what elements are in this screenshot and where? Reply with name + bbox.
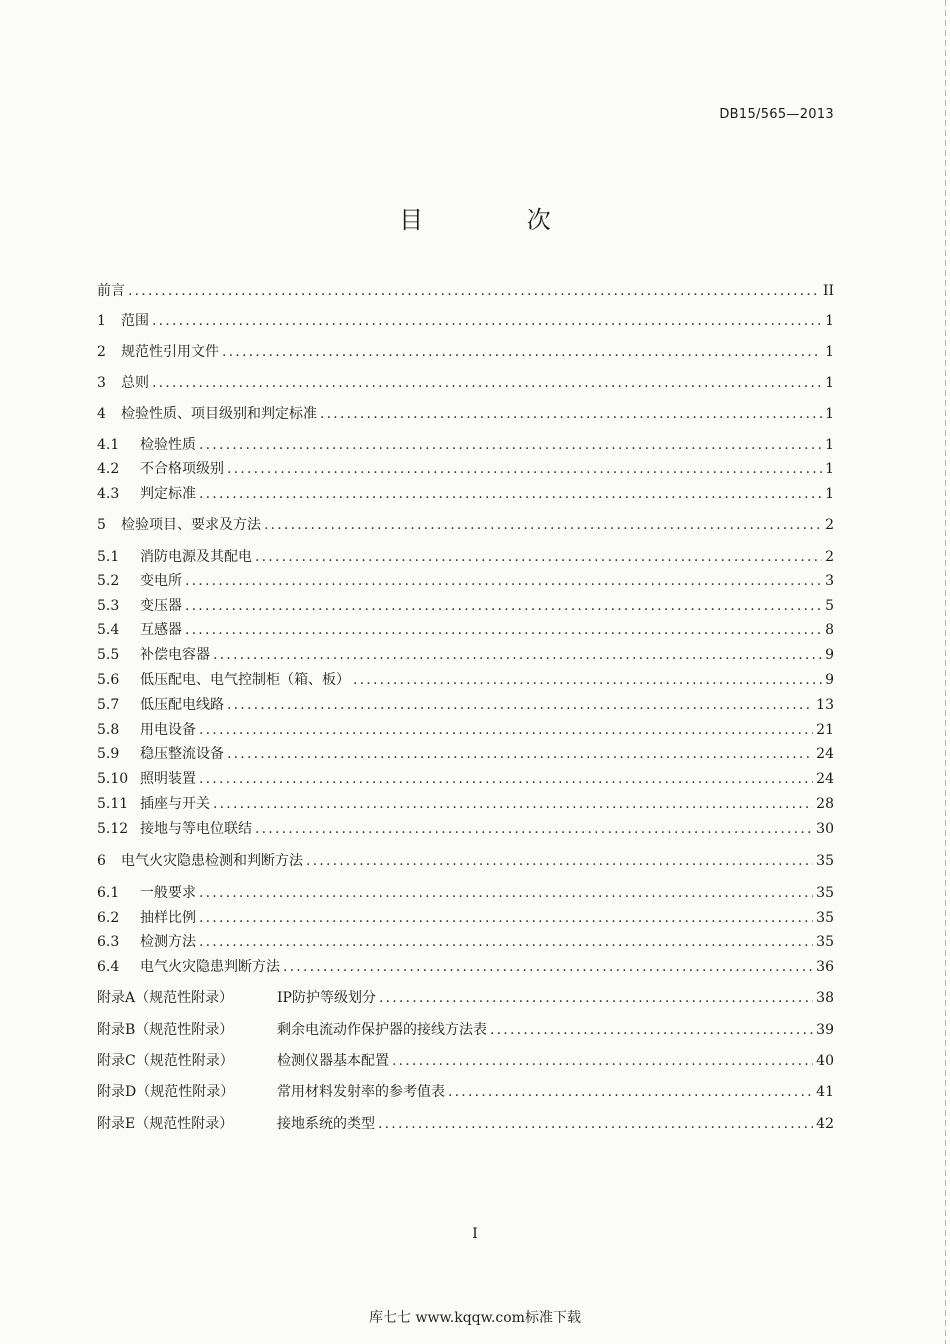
toc-leader-dots	[448, 1082, 813, 1102]
toc-entry-label: 一般要求	[140, 885, 196, 901]
toc-entry	[97, 404, 834, 424]
toc-entry	[97, 515, 834, 535]
toc-entry	[97, 670, 834, 690]
toc-entry-label: 抽样比例	[140, 910, 196, 926]
toc-leader-dots	[227, 459, 822, 479]
toc-entry-label: 判定标准	[140, 486, 196, 502]
toc-entry-label: 互感器	[140, 622, 182, 638]
toc-entry-page: 8	[825, 622, 834, 638]
toc-leader-dots	[152, 311, 822, 331]
toc-entry	[97, 620, 834, 640]
toc-entry-number: 2	[97, 344, 106, 360]
toc-entry-page: 35	[816, 885, 834, 901]
toc-entry	[97, 281, 834, 301]
toc-entry	[97, 435, 834, 455]
toc-leader-dots	[185, 571, 822, 591]
toc-entry-page: 13	[816, 697, 834, 713]
toc-leader-dots	[353, 670, 822, 690]
page-title: 目 次	[399, 206, 599, 234]
toc-leader-dots	[320, 404, 822, 424]
toc-leader-dots	[213, 645, 822, 665]
toc-entry-label: 规范性引用文件	[121, 344, 219, 360]
toc-entry-number: 附录C（规范性附录）	[97, 1053, 234, 1069]
toc-entry-page: 28	[816, 796, 834, 812]
toc-leader-dots	[185, 620, 822, 640]
toc-leader-dots	[255, 819, 813, 839]
toc-entry-label: 插座与开关	[140, 796, 210, 812]
toc-entry-number: 4	[97, 406, 106, 422]
toc-entry-number: 附录E（规范性附录）	[97, 1116, 234, 1132]
toc-entry	[97, 1051, 834, 1071]
toc-entry	[97, 720, 834, 740]
toc-entry-page: 38	[816, 990, 834, 1006]
toc-leader-dots	[199, 908, 813, 928]
toc-entry-label: 前言	[97, 283, 125, 299]
toc-entry-number: 1	[97, 313, 106, 329]
toc-entry-page: 42	[816, 1116, 834, 1132]
toc-leader-dots	[264, 515, 822, 535]
toc-entry-label: 电气火灾隐患检测和判断方法	[121, 853, 303, 869]
toc-leader-dots	[199, 484, 822, 504]
toc-entry-label: 常用材料发射率的参考值表	[277, 1084, 445, 1100]
toc-entry-page: 35	[816, 853, 834, 869]
toc-entry-page: 3	[825, 573, 834, 589]
toc-entry-label: 检测仪器基本配置	[277, 1053, 389, 1069]
toc-leader-dots	[227, 695, 813, 715]
toc-entry-number: 4.1	[97, 437, 120, 453]
toc-entry-page: 35	[816, 934, 834, 950]
toc-entry	[97, 744, 834, 764]
toc-entry-number: 6.4	[97, 959, 120, 975]
toc-entry	[97, 459, 834, 479]
toc-entry-number: 5.10	[97, 771, 129, 787]
toc-entry-number: 6.1	[97, 885, 120, 901]
toc-entry-page: 41	[816, 1084, 834, 1100]
toc-leader-dots	[128, 281, 820, 301]
standard-code: DB15/565—2013	[719, 107, 834, 122]
toc-entry-label: 补偿电容器	[140, 647, 210, 663]
toc-leader-dots	[255, 547, 822, 567]
toc-entry	[97, 794, 834, 814]
toc-entry-number: 附录A（规范性附录）	[97, 990, 234, 1006]
toc-entry-label: 剩余电流动作保护器的接线方法表	[277, 1022, 487, 1038]
toc-entry-page: 1	[825, 486, 834, 502]
toc-entry	[97, 695, 834, 715]
toc-leader-dots	[378, 1114, 813, 1134]
footer-site-text: 库七七 www.kqqw.com标准下载	[369, 1310, 581, 1326]
toc-entry-number: 5.7	[97, 697, 120, 713]
toc-entry-label: 用电设备	[140, 722, 196, 738]
toc-leader-dots	[213, 794, 813, 814]
toc-entry	[97, 596, 834, 616]
toc-leader-dots	[199, 883, 813, 903]
toc-entry-page: 1	[825, 344, 834, 360]
toc-entry-label: 检验项目、要求及方法	[121, 517, 261, 533]
toc-leader-dots	[379, 988, 813, 1008]
toc-entry-label: 检测方法	[140, 934, 196, 950]
toc-entry-label: 不合格项级别	[140, 461, 224, 477]
toc-entry	[97, 484, 834, 504]
toc-entry-label: 检验性质、项目级别和判定标准	[121, 406, 317, 422]
toc-entry-number: 5.8	[97, 722, 120, 738]
toc-entry	[97, 908, 834, 928]
toc-entry-number: 6	[97, 853, 106, 869]
toc-entry	[97, 883, 834, 903]
toc-leader-dots	[199, 435, 822, 455]
toc-entry-page: 21	[816, 722, 834, 738]
toc-leader-dots	[185, 596, 822, 616]
toc-entry	[97, 932, 834, 952]
toc-entry-number: 附录D（规范性附录）	[97, 1084, 235, 1100]
toc-entry-number: 5.1	[97, 549, 120, 565]
toc-entry-label: 低压配电线路	[140, 697, 224, 713]
toc-entry-label: 范围	[121, 313, 149, 329]
toc-entry-number: 5.11	[97, 796, 129, 812]
toc-entry-page: 1	[825, 313, 834, 329]
toc-entry-page: 30	[816, 821, 834, 837]
toc-entry-number: 5.2	[97, 573, 120, 589]
toc-leader-dots	[392, 1051, 813, 1071]
toc-entry-page: 5	[825, 598, 834, 614]
toc-leader-dots	[199, 769, 813, 789]
toc-entry	[97, 645, 834, 665]
toc-leader-dots	[306, 851, 813, 871]
toc-entry-number: 5.5	[97, 647, 120, 663]
toc-entry-label: 照明装置	[140, 771, 196, 787]
toc-entry-number: 5.6	[97, 672, 120, 688]
toc-entry-number: 6.2	[97, 910, 120, 926]
toc-entry-number: 5.4	[97, 622, 120, 638]
toc-entry-label: 稳压整流设备	[140, 746, 224, 762]
toc-entry-page: II	[822, 283, 834, 299]
toc-entry-number: 附录B（规范性附录）	[97, 1022, 234, 1038]
toc-entry-page: 39	[816, 1022, 834, 1038]
toc-entry-page: 2	[825, 549, 834, 565]
toc-entry-label: 低压配电、电气控制柜（箱、板）	[140, 672, 350, 688]
toc-entry-label: IP防护等级划分	[277, 990, 376, 1006]
toc-entry-page: 9	[825, 672, 834, 688]
toc-entry-page: 24	[816, 771, 834, 787]
toc-entry	[97, 547, 834, 567]
toc-entry-label: 接地与等电位联结	[140, 821, 252, 837]
toc-entry	[97, 769, 834, 789]
toc-entry	[97, 1020, 834, 1040]
toc-entry-page: 1	[825, 437, 834, 453]
toc-entry	[97, 311, 834, 331]
toc-entry	[97, 1114, 834, 1134]
toc-entry	[97, 957, 834, 977]
toc-entry-page: 1	[825, 461, 834, 477]
toc-leader-dots	[490, 1020, 813, 1040]
toc-entry-label: 电气火灾隐患判断方法	[140, 959, 280, 975]
toc-entry-number: 6.3	[97, 934, 120, 950]
toc-entry-label: 总则	[121, 375, 149, 391]
toc-entry-page: 2	[825, 517, 834, 533]
toc-entry	[97, 1082, 834, 1102]
toc-entry	[97, 988, 834, 1008]
toc-entry-number: 3	[97, 375, 106, 391]
toc-leader-dots	[283, 957, 813, 977]
toc-entry-label: 变电所	[140, 573, 182, 589]
toc-entry-page: 9	[825, 647, 834, 663]
toc-entry-label: 检验性质	[140, 437, 196, 453]
toc-entry-page: 24	[816, 746, 834, 762]
toc-entry	[97, 571, 834, 591]
toc-entry-label: 接地系统的类型	[277, 1116, 375, 1132]
toc-entry-number: 5.12	[97, 821, 129, 837]
toc-entry-page: 40	[816, 1053, 834, 1069]
toc-leader-dots	[222, 342, 822, 362]
toc-leader-dots	[199, 932, 813, 952]
toc-entry-number: 5.3	[97, 598, 120, 614]
toc-entry-number: 4.2	[97, 461, 120, 477]
page-number: I	[472, 1226, 478, 1242]
toc-entry	[97, 819, 834, 839]
toc-leader-dots	[227, 744, 813, 764]
toc-leader-dots	[199, 720, 813, 740]
toc-entry-page: 1	[825, 406, 834, 422]
toc-entry-page: 36	[816, 959, 834, 975]
toc-entry-label: 变压器	[140, 598, 182, 614]
toc-entry	[97, 373, 834, 393]
toc-leader-dots	[152, 373, 822, 393]
toc-entry-page: 35	[816, 910, 834, 926]
toc-entry-number: 5.9	[97, 746, 120, 762]
toc-entry-number: 4.3	[97, 486, 120, 502]
toc-entry-label: 消防电源及其配电	[140, 549, 252, 565]
toc-entry-page: 1	[825, 375, 834, 391]
toc-entry-number: 5	[97, 517, 106, 533]
toc-entry	[97, 342, 834, 362]
toc-entry	[97, 851, 834, 871]
